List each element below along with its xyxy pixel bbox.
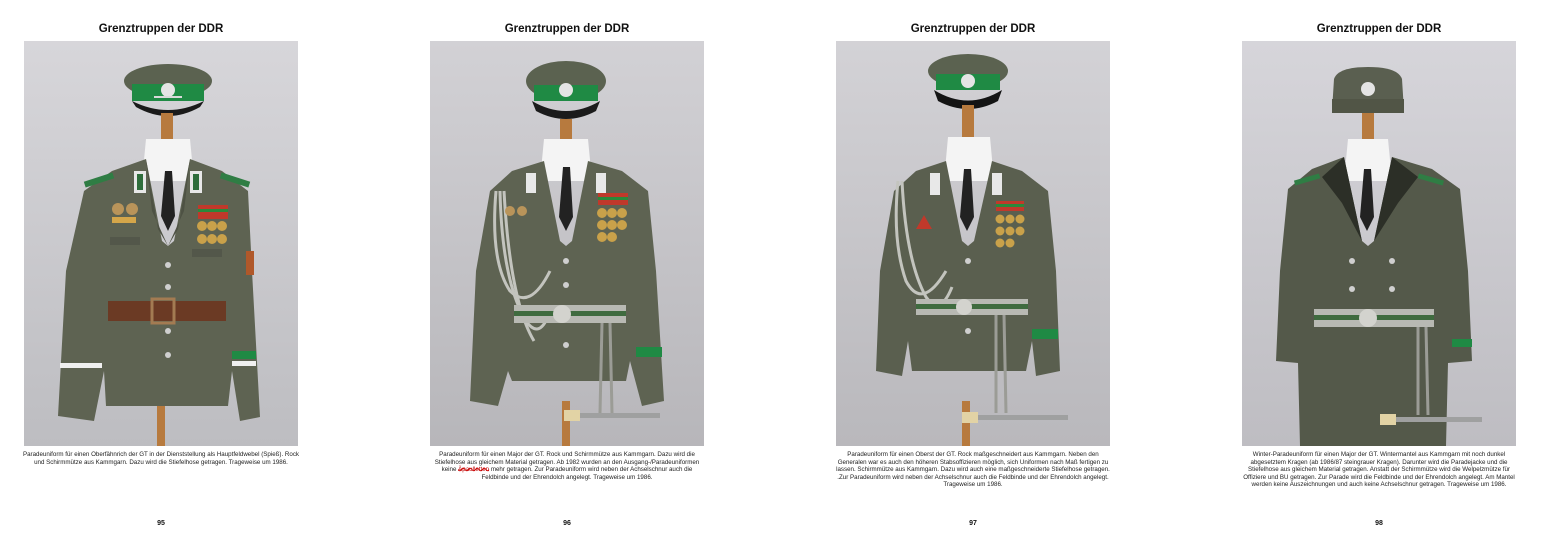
uniform-photo bbox=[836, 41, 1110, 446]
struck-word: Äpaulletten bbox=[458, 466, 490, 474]
fur-hat bbox=[1332, 67, 1404, 113]
page-title: Grenztruppen der DDR bbox=[504, 23, 630, 35]
uniform-photo bbox=[430, 41, 704, 446]
page-number: 97 bbox=[969, 520, 977, 527]
page-title: Grenztruppen der DDR bbox=[98, 23, 224, 35]
page-title: Grenztruppen der DDR bbox=[910, 23, 1036, 35]
uniform-photo bbox=[24, 41, 298, 446]
caption: Winter-Paradeuniform für einen Major der GT. Wintermantel aus Kammgarn mit noch dunkel abgesetztem Kragen (ab 1986/87 steingrauer Kragen). Darunter wird die Paradejacke und die Stiefelhose aus gleichem Material getragen. Anstatt der Schirmmütze wird die Welpelzmütze für Offiziere und BU getragen. Zur Parade wird die Feldbinde und der Ehrendolch angelegt. Am Mantel werden keine Auszeichnungen und auch keine Achselschnur getragen. Trageweise um 1986. bbox=[1243, 451, 1515, 489]
page-number: 98 bbox=[1375, 520, 1383, 527]
caption: Paradeuniform für einen Oberfähnrich der GT in der Dienststellung als Hauptfeldwebel (Spieß). Rock und Schirmmütze aus Kammgarn. Dazu wird die Stiefelhose getragen. Trageweise um 1986. bbox=[22, 451, 300, 466]
page-95 bbox=[24, 0, 334, 550]
page-96 bbox=[430, 0, 740, 550]
page-number: 96 bbox=[563, 520, 571, 527]
page-number: 95 bbox=[157, 520, 165, 527]
page-title: Grenztruppen der DDR bbox=[1316, 23, 1442, 35]
page-97 bbox=[836, 0, 1146, 550]
caption: Paradeuniform für einen Major der GT. Rock und Schirmmütze aus Kammgarn. Dazu wird die Stiefelhose aus gleichem Material getragen. Ab 1982 wurden an den Ausgang-/Paradeuniformen keine Äpaulletten mehr getragen. Zur Paradeuniform wird neben der Achselschnur auch die Feldbinde und der Ehrendolch angelegt. Trageweise um 1986. bbox=[434, 451, 700, 481]
uniform-photo bbox=[1242, 41, 1516, 446]
peaked-cap bbox=[928, 54, 1008, 109]
caption: Paradeuniform für einen Oberst der GT. Rock maßgeschneidert aus Kammgarn. Neben den Generalen war es auch den höheren Stabsoffizieren möglich, sich Uniformen nach Maß fertigen zu lassen. Schirmmütze aus Kammgarn. Dazu wird auch eine maßgeschneiderte Stiefelhose getragen. .Zur Paradeuniform wird neben der Achselschnur auch die Feldbinde und der Ehrendolch angelegt. Trageweise um 1986. bbox=[836, 451, 1110, 489]
page-98 bbox=[1242, 0, 1552, 550]
